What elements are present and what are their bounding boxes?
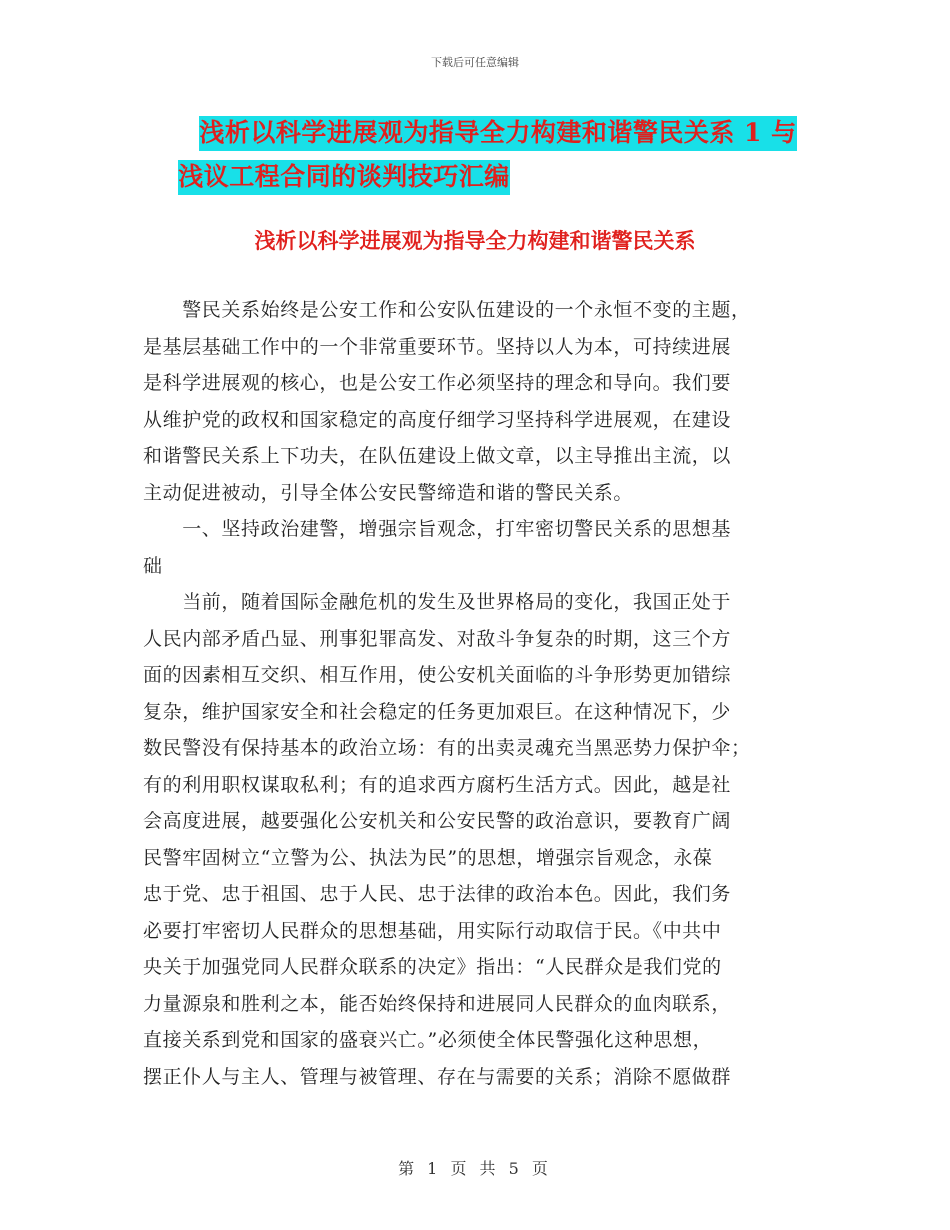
title-highlight-1: 浅析以科学进展观为指导全力构建和谐警民关系 1 与: [199, 116, 796, 151]
header-note: 下载后可任意编辑: [431, 56, 519, 69]
body-line: 会高度进展，越要强化公安机关和公安民警的政治意识，要教育广阔: [143, 810, 732, 832]
body-line: 必要打牢密切人民群众的思想基础，用实际行动取信于民。《中共中: [143, 919, 722, 942]
body-line: 主动促进被动，引导全体公安民警缔造和谐的警民关系。: [143, 481, 634, 504]
section-title: 浅析以科学进展观为指导全力构建和谐警民关系: [254, 228, 696, 253]
body-line: 忠于党、忠于祖国、忠于人民、忠于法律的政治本色。因此，我们务: [143, 883, 732, 905]
body-line: 民警牢固树立“立警为公、执法为民”的思想，增强宗旨观念，永葆: [143, 846, 713, 869]
body-line: 是基层基础工作中的一个非常重要环节。坚持以人为本，可持续进展: [143, 335, 732, 358]
body-line: 面的因素相互交织、相互作用，使公安机关面临的斗争形势更加错综: [143, 664, 732, 686]
body-line: 数民警没有保持基本的政治立场：有的出卖灵魂充当黑恶势力保护伞；: [143, 737, 751, 759]
document-title-line-2: [0, 157, 950, 193]
body-line: 警民关系始终是公安工作和公安队伍建设的一个永恒不变的主题，: [143, 299, 751, 321]
body-line: 复杂，维护国家安全和社会稳定的任务更加艰巨。在这种情况下，少: [143, 700, 732, 723]
body-line: 从维护党的政权和国家稳定的高度仔细学习坚持科学进展观，在建设: [143, 408, 732, 431]
body-line: 摆正仆人与主人、管理与被管理、存在与需要的关系；消除不愿做群: [143, 1065, 732, 1088]
page-footer: 第 1 页 共 5 页: [398, 1159, 552, 1178]
body-line: 一、坚持政治建警，增强宗旨观念，打牢密切警民关系的思想基: [143, 518, 732, 540]
body-line: 当前，随着国际金融危机的发生及世界格局的变化，我国正处于: [143, 591, 732, 613]
title-highlight-2: 浅议工程合同的谈判技巧汇编: [178, 160, 510, 195]
body-line: 是科学进展观的核心，也是公安工作必须坚持的理念和导向。我们要: [143, 372, 732, 394]
document-title-line-1: [0, 113, 950, 149]
body-line: 础: [143, 554, 163, 577]
body-line: 直接关系到党和国家的盛衰兴亡。”必须使全体民警强化这种思想，: [143, 1029, 713, 1051]
body-line: 和谐警民关系上下功夫，在队伍建设上做文章，以主导推出主流，以: [143, 445, 732, 467]
body-line: 有的利用职权谋取私利；有的追求西方腐朽生活方式。因此，越是社: [143, 773, 732, 796]
body-line: 人民内部矛盾凸显、刑事犯罪高发、对敌斗争复杂的时期，这三个方: [143, 627, 732, 650]
body-line: 央关于加强党同人民群众联系的决定》指出：“人民群众是我们党的: [143, 956, 722, 978]
body-line: 力量源泉和胜利之本，能否始终保持和进展同人民群众的血肉联系，: [143, 992, 732, 1015]
